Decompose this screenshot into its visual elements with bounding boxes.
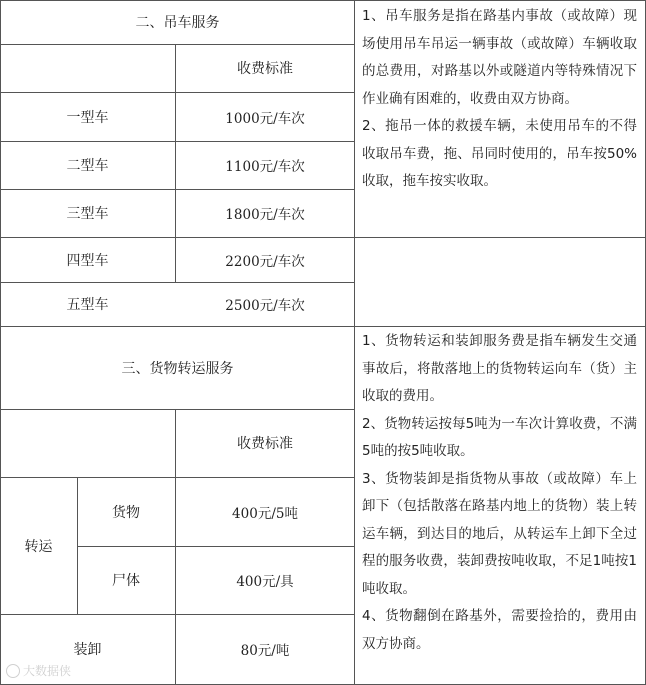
cargo-note: 1、货物转运和装卸服务费是指车辆发生交通事故后，将散落地上的货物转运向车（货）主收取的费用。 — [362, 333, 637, 404]
transfer-item: 货物 — [112, 504, 140, 521]
crane-fee: 1100元/车次 — [225, 159, 305, 175]
crane-fee: 1800元/车次 — [225, 207, 305, 223]
transfer-fee: 400元/具 — [236, 574, 294, 590]
crane-vehicle-type: 四型车 — [66, 252, 109, 269]
watermark — [6, 662, 71, 679]
unload-label: 装卸 — [73, 642, 102, 658]
watermark-text: 大数据侠 — [23, 664, 72, 678]
crane-vehicle-type: 三型车 — [66, 206, 109, 222]
transfer-label: 转运 — [24, 538, 53, 555]
cargo-notes — [362, 328, 637, 658]
crane-fee: 1000元/车次 — [225, 110, 305, 127]
crane-fee: 2200元/车次 — [225, 253, 305, 270]
crane-fee-header: 收费标准 — [237, 61, 293, 77]
crane-section-title: 二、吊车服务 — [135, 15, 220, 31]
watermark-logo-icon — [6, 664, 20, 678]
crane-vehicle-type: 二型车 — [66, 158, 109, 174]
crane-note: 2、拖吊一体的救援车辆，未使用吊车的不得收取吊车费，拖、吊同时使用的，吊车按50%收取，拖车按实收取。 — [362, 118, 637, 189]
unload-fee: 80元/吨 — [240, 643, 290, 659]
transfer-fee: 400元/5吨 — [232, 505, 298, 522]
transfer-item: 尸体 — [112, 573, 140, 589]
crane-vehicle-type: 一型车 — [66, 109, 109, 126]
cargo-note: 4、货物翻倒在路基外，需要捡拾的，费用由双方协商。 — [362, 608, 637, 652]
crane-notes — [362, 3, 637, 196]
crane-vehicle-type: 五型车 — [66, 297, 109, 313]
cargo-fee-header: 收费标准 — [237, 436, 293, 452]
crane-note: 1、吊车服务是指在路基内事故（或故障）现场使用吊车吊运一辆事故（或故障）车辆收取的总费用，对路基以外或隧道内等特殊情况下作业确有困难的，收费由双方协商。 — [362, 8, 637, 107]
crane-fee: 2500元/车次 — [225, 298, 305, 314]
cargo-note: 2、货物转运按每5吨为一车次计算收费，不满5吨的按5吨收取。 — [362, 415, 637, 459]
cargo-note: 3、货物装卸是指货物从事故（或故障）车上卸下（包括散落在路基内地上的货物）装上转运车辆，到达目的地后，从转运车上卸下全过程的服务收费，装卸费按吨收取，不足1吨按1吨收取。 — [362, 470, 637, 597]
cargo-section-title: 三、货物转运服务 — [121, 360, 234, 377]
